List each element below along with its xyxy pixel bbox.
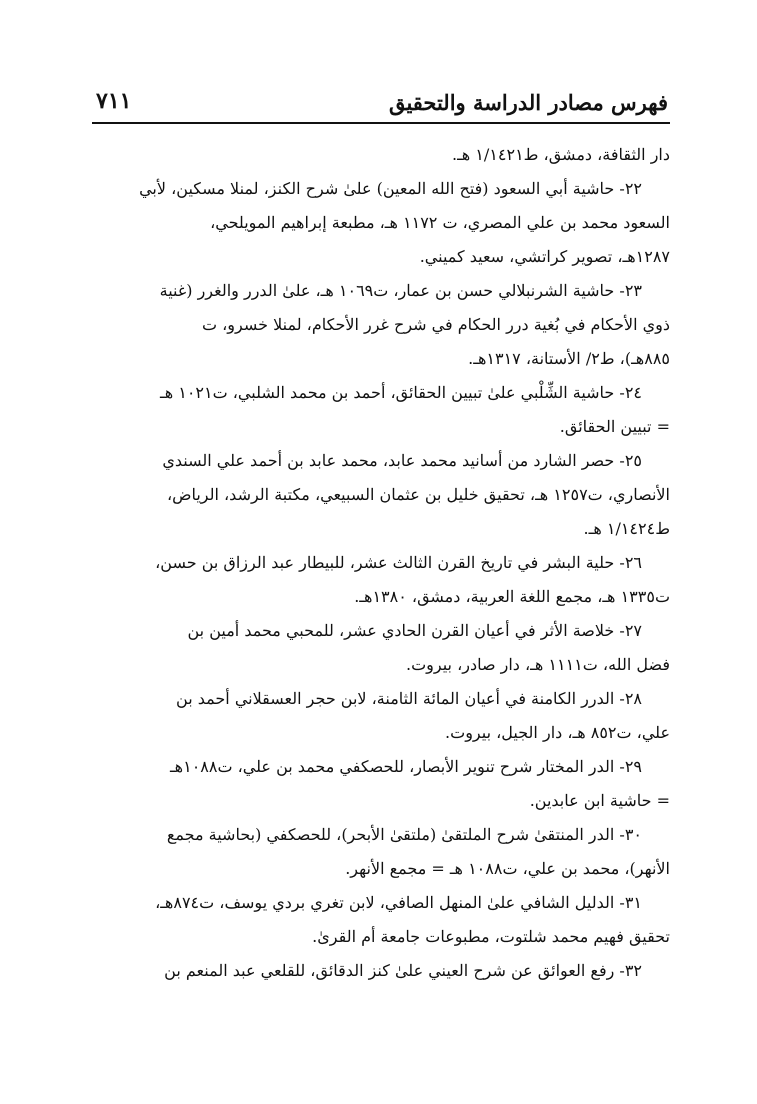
text-line: = حاشية ابن عابدين. xyxy=(529,791,670,810)
text-line: فضل الله، ت١١١١ هـ، دار صادر، بيروت. xyxy=(406,655,670,674)
text-line: ٢٦- حلية البشر في تاريخ القرن الثالث عشر، للبيطار عبد الرزاق بن حسن، xyxy=(155,553,642,572)
page-header xyxy=(92,88,670,124)
text-line: السعود محمد بن علي المصري، ت ١١٧٢ هـ، مطبعة إبراهيم المويلحي، xyxy=(210,213,670,232)
text-line: ٢٨- الدرر الكامنة في أعيان المائة الثامنة، لابن حجر العسقلاني أحمد بن xyxy=(176,689,642,708)
bibliography-body xyxy=(92,138,670,988)
text-line: ٢٧- خلاصة الأثر في أعيان القرن الحادي عشر، للمحبي محمد أمين بن xyxy=(187,621,642,640)
text-line: دار الثقافة، دمشق، ط١/١٤٢١ هـ. xyxy=(452,145,670,164)
text-line: الأنهر)، محمد بن علي، ت١٠٨٨ هـ = مجمع الأنهر. xyxy=(345,859,670,878)
text-line: ٨٨٥هـ)، ط٢/ الأستانة، ١٣١٧هـ. xyxy=(468,349,670,368)
text-line: علي، ت٨٥٢ هـ، دار الجيل، بيروت. xyxy=(445,723,670,742)
text-line: ٢٤- حاشية الشِّلْبي علىٰ تبيين الحقائق، أحمد بن محمد الشلبي، ت١٠٢١ هـ xyxy=(160,383,642,402)
text-line: ت١٣٣٥ هـ، مجمع اللغة العربية، دمشق، ١٣٨٠هـ. xyxy=(354,587,670,606)
text-line: ط١/١٤٢٤ هـ. xyxy=(583,519,670,538)
text-line: ٣٠- الدر المنتقىٰ شرح الملتقىٰ (ملتقىٰ الأبحر)، للحصكفي (بحاشية مجمع xyxy=(166,825,642,844)
text-line: ٢٩- الدر المختار شرح تنوير الأبصار، للحصكفي محمد بن علي، ت١٠٨٨هـ xyxy=(169,757,642,776)
text-line: = تبيين الحقائق. xyxy=(559,417,670,436)
text-line: ١٢٨٧هـ، تصوير كراتشي، سعيد كميني. xyxy=(419,247,670,266)
page-number: ٧١١ xyxy=(96,88,132,114)
text-line: الأنصاري، ت١٢٥٧ هـ، تحقيق خليل بن عثمان السبيعي، مكتبة الرشد، الرياض، xyxy=(166,485,670,504)
text-line: ٢٣- حاشية الشرنبلالي حسن بن عمار، ت١٠٦٩ هـ، علىٰ الدرر والغرر (غنية xyxy=(159,281,642,300)
text-line: ٣١- الدليل الشافي علىٰ المنهل الصافي، لابن تغري بردي يوسف، ت٨٧٤هـ، xyxy=(155,893,642,912)
page-title: فهرس مصادر الدراسة والتحقيق xyxy=(388,90,668,115)
text-line: ٢٢- حاشية أبي السعود (فتح الله المعين) علىٰ شرح الكنز، لمنلا مسكين، لأبي xyxy=(139,179,642,198)
text-line: تحقيق فهيم محمد شلتوت، مطبوعات جامعة أم القرىٰ. xyxy=(312,927,670,946)
text-line: ٣٢- رفع العوائق عن شرح العيني علىٰ كنز الدقائق، للقلعي عبد المنعم بن xyxy=(164,961,642,980)
text-line: ٢٥- حصر الشارد من أسانيد محمد عابد، محمد عابد بن أحمد علي السندي xyxy=(162,451,642,470)
text-line: ذوي الأحكام في بُغية درر الحكام في شرح غرر الأحكام، لمنلا خسرو، ت xyxy=(201,315,670,334)
